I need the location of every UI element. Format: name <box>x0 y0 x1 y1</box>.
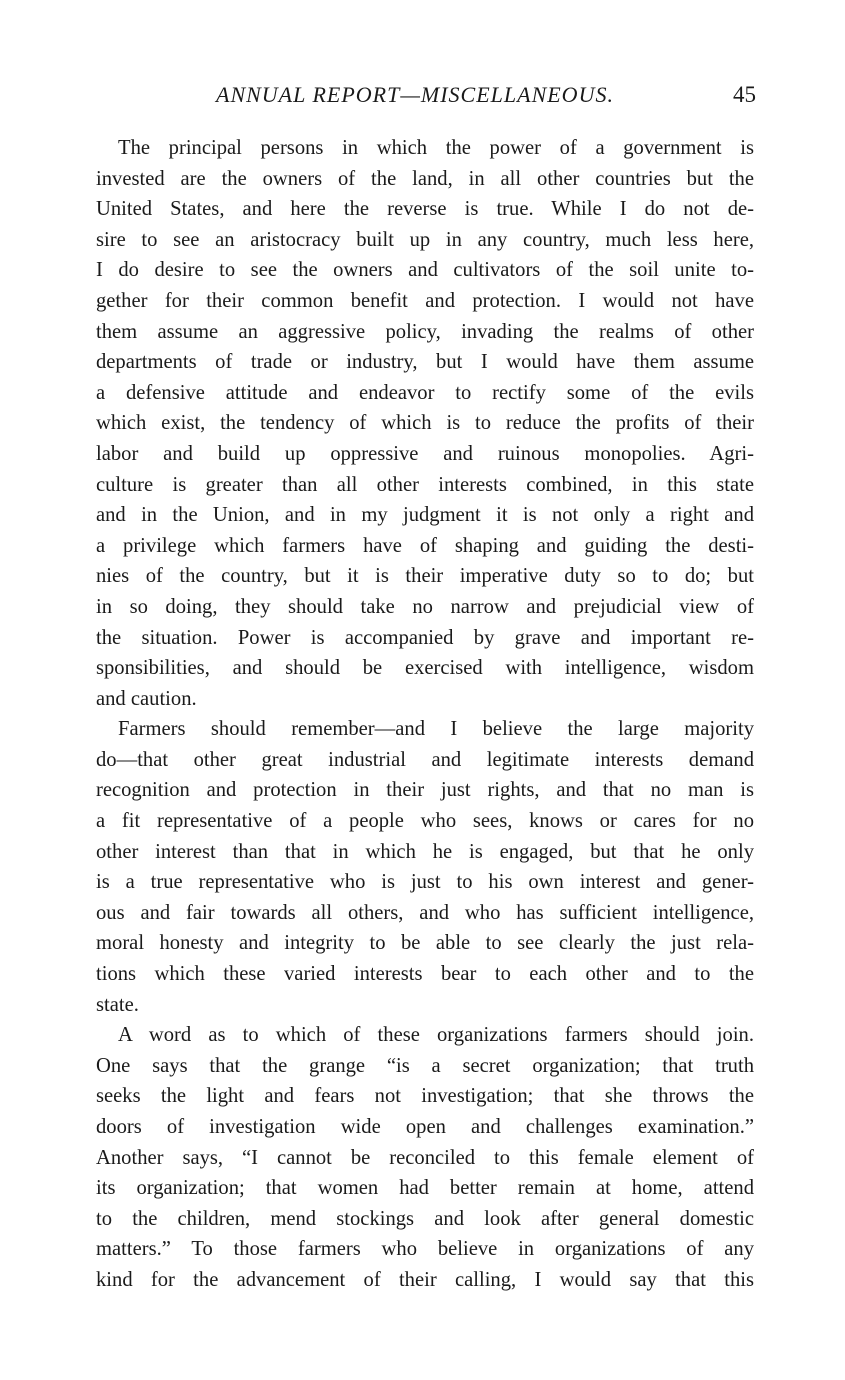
text-line: invested are the owners of the land, in all other countries but the <box>96 167 754 190</box>
text-line: recognition and protection in their just rights, and that no man is <box>96 779 754 802</box>
text-line: Another says, “I cannot be reconciled to this female element of <box>96 1146 754 1169</box>
text-line: labor and build up oppressive and ruinous monopolies. Agri- <box>96 442 754 465</box>
text-line: I do desire to see the owners and cultivators of the soil unite to- <box>96 259 754 282</box>
text-line: culture is greater than all other interests combined, in this state <box>96 473 754 496</box>
text-line: state. <box>96 993 139 1016</box>
paragraph-1 <box>96 133 754 714</box>
text-line: the situation. Power is accompanied by grave and important re- <box>96 626 754 649</box>
text-line: ous and fair towards all others, and who has sufficient intelligence, <box>96 901 754 924</box>
text-line: United States, and here the reverse is true. While I do not de- <box>96 198 754 221</box>
text-line: them assume an aggressive policy, invading the realms of other <box>96 320 754 343</box>
text-line: a fit representative of a people who sees, knows or cares for no <box>96 810 754 833</box>
text-line: sire to see an aristocracy built up in any country, much less here, <box>96 228 754 251</box>
text-line: moral honesty and integrity to be able to see clearly the just rela- <box>96 932 754 955</box>
paragraph-3 <box>96 1020 754 1295</box>
running-title: ANNUAL REPORT—MISCELLANEOUS. <box>216 82 614 107</box>
text-line: kind for the advancement of their calling, I would say that this <box>96 1268 754 1291</box>
page-number: 45 <box>733 82 756 107</box>
text-line: tions which these varied interests bear to each other and to the <box>96 963 754 986</box>
body-text <box>96 133 754 1296</box>
text-line: a privilege which farmers have of shaping and guiding the desti- <box>96 534 754 557</box>
text-line: other interest than that in which he is engaged, but that he only <box>96 840 754 863</box>
text-line: and in the Union, and in my judgment it is not only a right and <box>96 504 754 527</box>
text-line: gether for their common benefit and protection. I would not have <box>96 289 754 312</box>
page-header <box>96 82 756 116</box>
text-line: A word as to which of these organizations farmers should join. <box>118 1024 754 1047</box>
text-line: One says that the grange “is a secret organization; that truth <box>96 1054 754 1077</box>
paragraph-2 <box>96 714 754 1020</box>
text-line: The principal persons in which the power of a government is <box>118 137 754 159</box>
text-line: in so doing, they should take no narrow and prejudicial view of <box>96 595 754 618</box>
text-line: its organization; that women had better remain at home, attend <box>96 1177 754 1200</box>
text-line: which exist, the tendency of which is to reduce the profits of their <box>96 412 754 435</box>
text-line: departments of trade or industry, but I would have them assume <box>96 351 754 374</box>
text-line: do—that other great industrial and legitimate interests demand <box>96 748 754 771</box>
text-line: nies of the country, but it is their imperative duty so to do; but <box>96 565 754 588</box>
text-line: seeks the light and fears not investigation; that she throws the <box>96 1085 754 1108</box>
text-line: doors of investigation wide open and challenges examination.” <box>96 1116 754 1138</box>
text-line: matters.” To those farmers who believe in organizations of any <box>96 1238 754 1261</box>
text-line: sponsibilities, and should be exercised with intelligence, wisdom <box>96 657 754 680</box>
text-line: and caution. <box>96 687 197 710</box>
text-line: is a true representative who is just to his own interest and gener- <box>96 871 754 894</box>
text-line: to the children, mend stockings and look after general domestic <box>96 1207 754 1230</box>
text-line: a defensive attitude and endeavor to rectify some of the evils <box>96 381 754 404</box>
text-line: Farmers should remember—and I believe the large majority <box>118 718 754 741</box>
